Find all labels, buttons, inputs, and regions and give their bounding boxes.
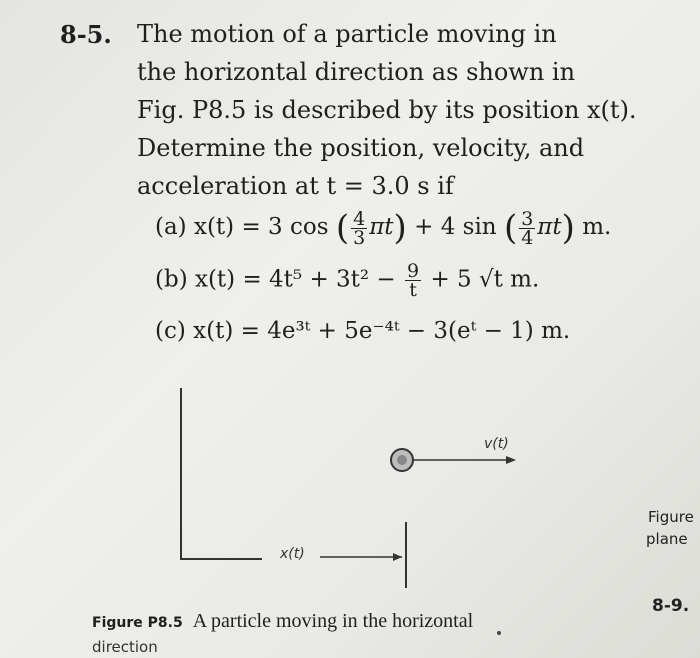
problem-text-line-5: acceleration at t = 3.0 s if [137,172,454,200]
problem-text-line-2: the horizontal direction as shown in [137,58,576,86]
caption-label: Figure P8.5 [92,615,183,631]
velocity-arrowhead [506,456,516,464]
problem-text-line-3: Fig. P8.5 is described by its position x(t). [137,96,637,124]
part-a-lhs: x(t) = 3 cos [193,214,329,240]
next-problem-number: 8-9. [652,596,690,616]
part-a-unit: m. [582,214,612,240]
caption-text: A particle moving in the horizontal [192,610,474,632]
part-a-fraction-1: $\frac{4}{3}$ [353,207,366,249]
sidebar-plane-text: plane [646,530,688,548]
problem-text-line-1: The motion of a particle moving in [137,20,557,48]
figure-caption [92,610,473,633]
position-label: x(t) [280,546,305,562]
part-c-label: (c) [155,318,186,344]
velocity-label: v(t) [484,436,509,452]
part-b-fraction: $\frac{9}{t}$ [407,260,420,301]
position-arrowhead [393,553,402,561]
part-a-fraction-2: $\frac{3}{4}$ [521,207,534,249]
part-b-lhs: x(t) = 4t⁵ + 3t² − [194,266,396,293]
problem-text-line-4: Determine the position, velocity, and [137,134,585,162]
part-b-rest: + 5 √t m. [430,266,540,293]
part-a-label: (a) [155,214,187,240]
caption-cut-text: direction [92,638,158,656]
particle-core [397,455,407,465]
equation-part-a: (a) x(t) = 3 cos ( $\frac{4}{3}$ πt) + 4 sin ( $\frac{3}{4}$ πt) m. [155,207,612,249]
problem-number: 8-5. [60,20,112,49]
sidebar-figure-text: Figure [648,508,694,526]
part-a-mid: + 4 sin [414,214,497,240]
part-b-label: (b) [155,266,188,293]
part-c-expr: x(t) = 4e³ᵗ + 5e⁻⁴ᵗ − 3(eᵗ − 1) m. [193,318,571,344]
